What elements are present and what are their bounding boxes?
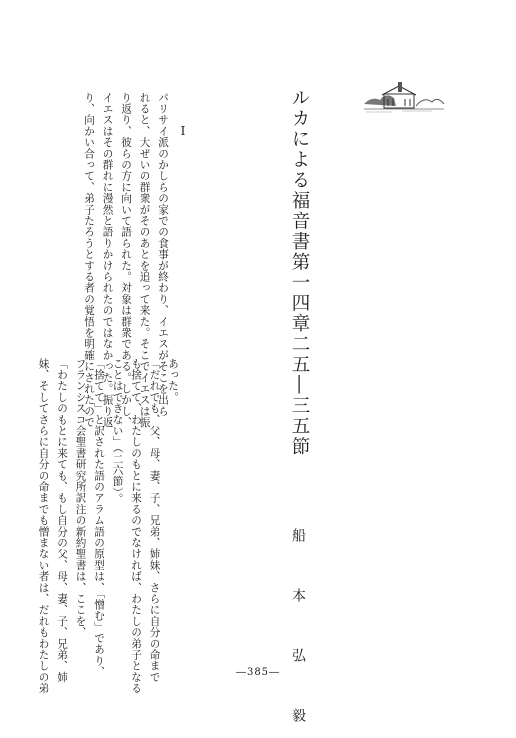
article-title: ルカによる福音書第一四章二五―三五節: [289, 88, 310, 457]
author-name: 船 本 弘 毅: [290, 528, 306, 738]
page-number: ―385―: [235, 667, 281, 678]
body-text-upper: パリサイ派のかしらの家での食事が終わり、イエスがそこを出ら れると、大ぜいの群衆がそのあとを追って来た。そこでイエスは振 り返り、彼らの方に向いて語られた。対象は群衆である。しかし、 イエスはその群れに漫然と語りかけられたのではなかった。振り返 り、向かい合って、弟子たろうとする者の覚悟を明確にされたので: [83, 92, 169, 428]
section-number: Ⅰ: [176, 124, 190, 138]
body-text-lower: あった。 「だれでも、父、母、妻、子、兄弟、姉妹、さらに自分の命まで も捨てて、わたしのもとに来るのでなければ、わたしの弟子となる ことはできない」（二六節）。 「捨てて」と訳された語のアラム語の原型は、「憎む」であり、 フランシスコ会聖書研究所訳注の新約聖書は、ここを、 「わたしのもとに来ても、もし自分の父、母、妻、子、兄弟、姉 妹、そしてさらに自分の命までも憎まない者は、だれもわたしの弟: [37, 358, 179, 694]
church-sketch-image: [362, 80, 446, 114]
